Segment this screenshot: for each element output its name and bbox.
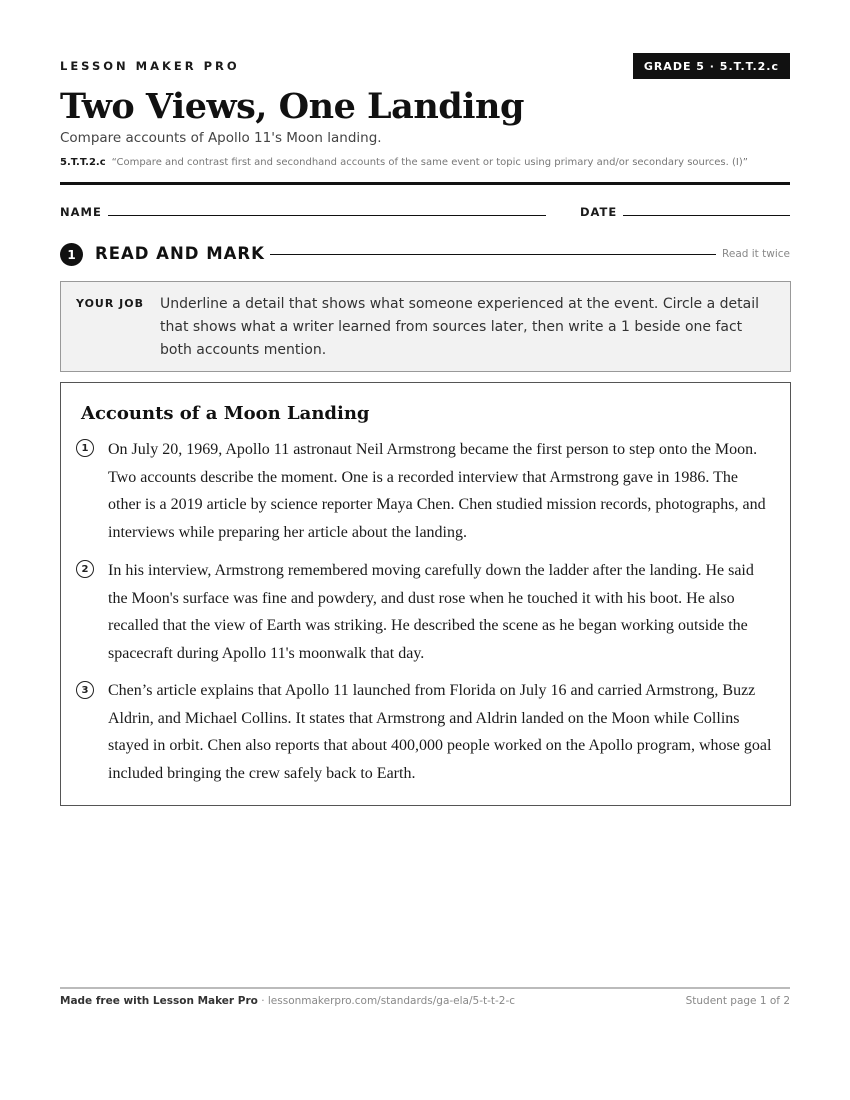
instructions-label: YOUR JOB [76,297,144,310]
grade-badge: GRADE 5 · 5.T.T.2.c [633,53,790,79]
footer-divider [60,987,790,989]
brand-name: LESSON MAKER PRO [60,59,240,73]
passage-title: Accounts of a Moon Landing [81,403,370,424]
paragraph-number: 3 [76,681,94,699]
instructions-box [60,281,791,372]
passage-paragraph: In his interview, Armstrong remembered moving carefully down the ladder after the landing. He said the Moon's surface was fine and powdery, and dust rose when he touched it with his boot. He also recalled that the view of Earth was striking. He described the scene as he began working outside the spacecraft during Apollo 11's moonwalk that day. [108,562,754,662]
section-title: READ AND MARK [95,244,265,263]
name-label: NAME [60,205,102,219]
passage-paragraph: Chen’s article explains that Apollo 11 launched from Florida on July 16 and carried Armstrong, Buzz Aldrin, and Michael Collins. It states that Armstrong and Aldrin landed on the Moon while Collins stayed in orbit. Chen also reports that about 400,000 people worked on the Apollo program, whose goal included bringing the crew safely back to Earth. [108,682,772,782]
header-divider [60,182,790,185]
standard-code: 5.T.T.2.c [60,157,106,168]
footer-made-with: Made free with Lesson Maker Pro [60,995,258,1007]
paragraph-number: 1 [76,439,94,457]
section-number-badge: 1 [60,243,83,266]
worksheet-subtitle: Compare accounts of Apollo 11's Moon landing. [60,130,382,146]
passage-paragraph: On July 20, 1969, Apollo 11 astronaut Neil Armstrong became the first person to step onto the Moon. Two accounts describe the moment. One is a recorded interview that Armstrong gave in 1986. The other is a 2019 article by science reporter Maya Chen. Chen studied mission records, photographs, and interviews while preparing her article about the landing. [108,441,766,541]
section-hint: Read it twice [722,248,790,260]
footer-credit [60,995,515,1007]
reading-passage [60,382,791,806]
paragraph-number: 2 [76,560,94,578]
section-divider [270,254,716,255]
date-write-line[interactable] [623,215,790,216]
date-label: DATE [580,205,618,219]
worksheet-title: Two Views, One Landing [60,86,524,127]
name-write-line[interactable] [108,215,546,216]
standard-text: “Compare and contrast first and secondhand accounts of the same event or topic using primary and/or secondary sources. (I)” [111,157,748,168]
footer-url[interactable]: · lessonmakerpro.com/standards/ga-ela/5-t-t-2-c [257,995,516,1007]
instructions-text: Underline a detail that shows what someone experienced at the event. Circle a detail that shows what a writer learned from sources later, then write a 1 beside one fact both accounts mention. [160,296,759,358]
standard-line [60,157,748,168]
page-indicator: Student page 1 of 2 [685,995,790,1007]
